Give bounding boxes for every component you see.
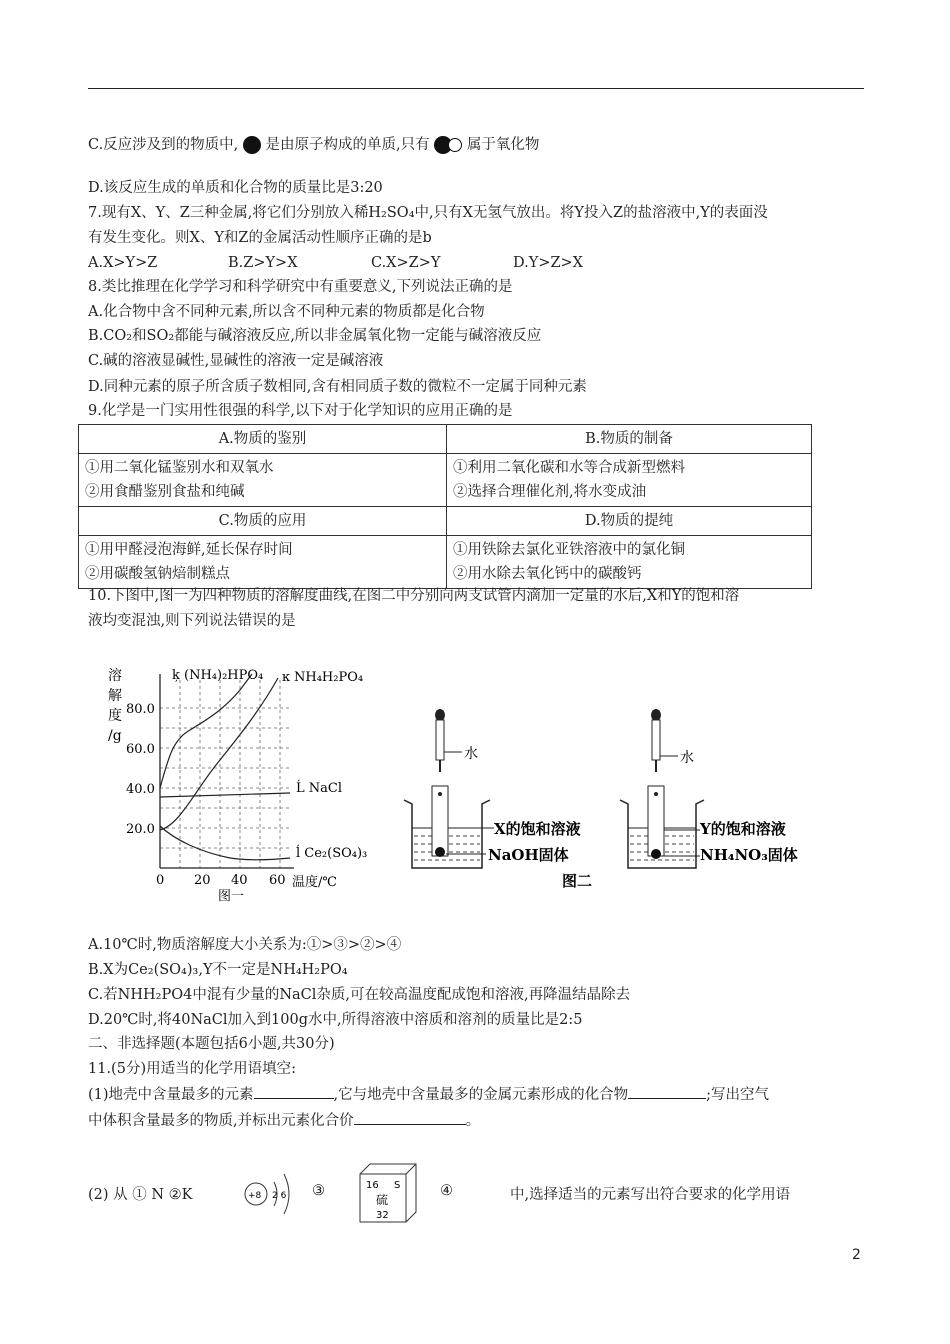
section2-title: 二、非选择题(本题包括6小题,共30分) [88, 1036, 335, 1052]
q8-option-a: A.化合物中含不同种元素,所以含不同种元素的物质都是化合物 [88, 304, 485, 320]
q9-c-body: ①用甲醛浸泡海鲜,延长保存时间 ②用碳酸氢钠焙制糕点 [79, 536, 447, 589]
right-dropper [651, 709, 678, 772]
x-tick-40: 40 [231, 873, 248, 888]
q9-d-body: ①用铁除去氯化亚铁溶液中的氯化铜 ②用水除去氧化钙中的碳酸钙 [447, 536, 812, 589]
q9-b-body: ①利用二氧化碳和水等合成新型燃料 ②选择合理催化剂,将水变成油 [447, 454, 812, 507]
y-tick-20: 20.0 [126, 822, 155, 837]
q9-b-head: B.物质的制备 [447, 425, 812, 454]
q7-option-c: C.X>Z>Y [371, 255, 441, 271]
q11-part2-option4: ④ [440, 1183, 453, 1199]
figure2-caption: 图二 [562, 872, 593, 890]
answer-blank-2[interactable] [628, 1084, 706, 1099]
q7-option-b: B.Z>Y>X [228, 255, 298, 271]
y-label-3: 度 [108, 708, 122, 724]
q11-part1-line2: 中体积含量最多的物质,并标出元素化合价 。 [88, 1110, 480, 1131]
y-tick-40: 40.0 [126, 782, 155, 797]
x-tick-20: 20 [194, 873, 211, 888]
header-rule [88, 88, 864, 89]
q9-c-head: C.物质的应用 [79, 507, 447, 536]
q9-table [78, 424, 812, 589]
q9-stem: 9.化学是一门实用性很强的科学,以下对于化学知识的应用正确的是 [88, 403, 513, 419]
q11-part2-option3: ③ [312, 1183, 325, 1199]
q7-stem-1: 7.现有X、Y、Z三种金属,将它们分别放入稀H₂SO₄中,只有X无氢气放出。将Y投入Z的盐溶液中,Y的表面没 [88, 205, 768, 221]
y-tick-60: 60.0 [126, 742, 155, 757]
q9-d-head: D.物质的提纯 [447, 507, 812, 536]
y-tick-80: 80.0 [126, 702, 155, 717]
label-nacl: Ĺ NaCl [296, 781, 342, 796]
q10-option-d: D.20℃时,将40NaCl加入到100g水中,所得溶液中溶质和溶剂的质量比是2:5 [88, 1012, 583, 1028]
answer-blank-1[interactable] [254, 1084, 334, 1099]
x-tick-60: 60 [269, 873, 286, 888]
q8-option-c: C.碱的溶液显碱性,显碱性的溶液一定是碱溶液 [88, 353, 384, 369]
label-ce2so43: ĺ Ce₂(SO₄)₃ [296, 846, 368, 861]
y-label-4: /g [108, 728, 122, 744]
water-label-right: 水 [680, 750, 694, 766]
q8-option-b: B.CO₂和SO₂都能与碱溶液反应,所以非金属氧化物一定能与碱溶液反应 [88, 328, 542, 344]
label-nh4-2hpo4: ķ (NH₄)₂HPO₄ [172, 668, 264, 683]
q9-a-head: A.物质的鉴别 [79, 425, 447, 454]
atom-shell-label: 2 6 [272, 1191, 287, 1201]
q10-option-a: A.10℃时,物质溶解度大小关系为:①>③>②>④ [88, 937, 402, 953]
q8-option-d: D.同种元素的原子所含质子数相同,含有相同质子数的微粒不一定属于同种元素 [88, 379, 587, 395]
x-axis-label: 温度/℃ [292, 875, 337, 890]
x-tick-0: 0 [156, 873, 165, 888]
page-number: 2 [852, 1247, 861, 1263]
curve-nacl [160, 793, 290, 797]
q8-stem: 8.类比推理在化学学习和科学研究中有重要意义,下列说法正确的是 [88, 279, 513, 295]
q10-option-b: B.X为Ce₂(SO₄)₃,Y不一定是NH₄H₂PO₄ [88, 962, 348, 978]
answer-blank-3[interactable] [354, 1110, 466, 1125]
q7-stem-2: 有发生变化。则X、Y和Z的金属活动性顺序正确的是b [88, 230, 432, 246]
left-beaker [404, 786, 494, 868]
cube-mass: 32 [376, 1210, 389, 1221]
left-solution-label: X的饱和溶液 [494, 820, 581, 838]
y-label-1: 溶 [108, 668, 122, 684]
q11-part1-line1: (1)地壳中含量最多的元素 ,它与地壳中含量最多的金属元素形成的化合物 ;写出空气 [88, 1084, 769, 1105]
q11-title: 11.(5分)用适当的化学用语填空: [88, 1061, 296, 1077]
left-solid-label: NaOH固体 [488, 846, 569, 864]
q7-option-d: D.Y>Z>X [513, 255, 583, 271]
q6-option-d: D.该反应生成的单质和化合物的质量比是3:20 [88, 180, 383, 196]
sulfur-element-cube [356, 1160, 420, 1226]
water-label-left: 水 [464, 746, 478, 762]
cube-symbol: S [394, 1180, 401, 1191]
q6-option-c: C.反应涉及到的物质中, 是由原子构成的单质,只有 属于氧化物 [88, 137, 540, 153]
q10-stem-1: 10.下图中,图一为四种物质的溶解度曲线,在图二中分别向两支试管内滴加一定量的水后,X和Y的饱和溶 [88, 588, 740, 604]
cube-atomic-number: 16 [366, 1180, 379, 1191]
oxygen-atom-diagram [242, 1166, 300, 1222]
q11-part2-prefix: (2) 从 ① N ②K [88, 1187, 193, 1203]
q10-stem-2: 液均变混浊,则下列说法错误的是 [88, 613, 296, 629]
curve-nh4-2hpo4 [160, 674, 252, 788]
q7-option-a: A.X>Y>Z [88, 255, 158, 271]
y-label-2: 解 [108, 688, 122, 704]
q11-part2-suffix: 中,选择适当的元素写出符合要求的化学用语 [510, 1187, 791, 1203]
figure2-apparatus [398, 700, 828, 900]
right-solid-label: NH₄NO₃固体 [700, 846, 798, 864]
atom-nucleus-label: +8 [248, 1191, 262, 1201]
label-nh4h2po4: ĸ NH₄H₂PO₄ [282, 670, 364, 685]
atom-dot-icon [243, 136, 261, 154]
right-solution-label: Y的饱和溶液 [700, 820, 786, 838]
figure1-caption: 图一 [218, 889, 245, 904]
q10-option-c: C.若NHH₂PO4中混有少量的NaCl杂质,可在较高温度配成饱和溶液,再降温结晶除去 [88, 987, 631, 1003]
curve-ce2so43 [160, 826, 290, 860]
left-dropper [435, 709, 462, 772]
right-beaker [620, 786, 704, 868]
molecule-circle-icon [448, 138, 462, 152]
solubility-chart [100, 660, 400, 910]
q9-a-body: ①用二氧化锰鉴别水和双氧水 ②用食醋鉴别食盐和纯碱 [79, 454, 447, 507]
cube-name: 硫 [376, 1193, 389, 1207]
